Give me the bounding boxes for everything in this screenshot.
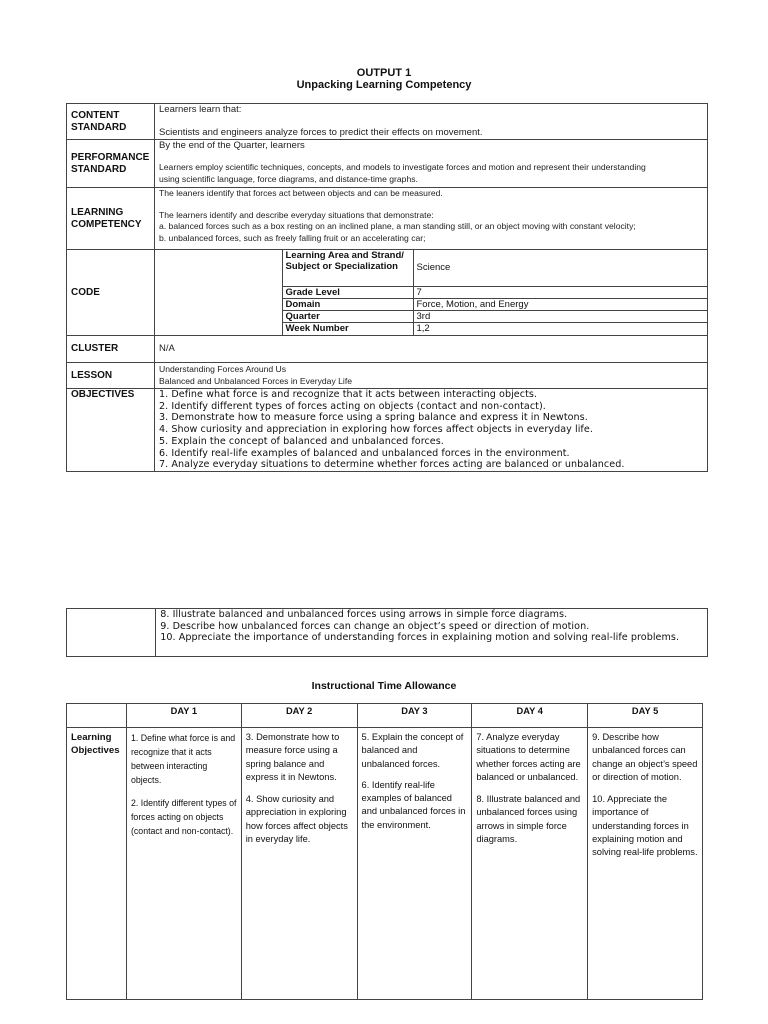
objective-item: 10. Appreciate the importance of understanding forces in explaining motion and solving real-life problems. bbox=[160, 632, 680, 644]
performance-standard-label bbox=[67, 140, 155, 188]
label-line: STANDARD bbox=[71, 121, 127, 133]
day-header-row bbox=[67, 704, 703, 728]
cluster-value: N/A bbox=[155, 336, 708, 363]
day-objective: 4. Show curiosity and appreciation in exploring how forces affect objects in everyday life. bbox=[245, 794, 348, 845]
objective-item: 3. Demonstrate how to measure force using a spring balance and express it in Newtons. bbox=[159, 412, 588, 424]
code-key: Quarter bbox=[282, 310, 413, 322]
day-objective: 10. Appreciate the importance of understanding forces in explaining motion and solving real-life problems. bbox=[592, 794, 698, 858]
objective-item: 2. Identify different types of forces acting on objects (contact and non-contact). bbox=[159, 400, 546, 412]
learning-competency-row bbox=[67, 188, 708, 250]
lesson-subtitle: Balanced and Unbalanced Forces in Everyday Life bbox=[159, 375, 352, 386]
objective-item: 6. Identify real-life examples of balanced and unbalanced forces in the environment. bbox=[159, 447, 570, 459]
day-objective: 3. Demonstrate how to measure force using a spring balance and express it in Newtons. bbox=[245, 732, 340, 782]
content-standard-line: Scientists and engineers analyze forces to predict their effects on movement. bbox=[159, 127, 483, 138]
time-allowance-title: Instructional Time Allowance bbox=[311, 680, 457, 692]
objectives-row bbox=[67, 389, 708, 472]
competency-line: b. unbalanced forces, such as freely falling fruit or an accelerating car; bbox=[159, 232, 426, 243]
day-objective: 5. Explain the concept of balanced and unbalanced forces. bbox=[361, 732, 464, 769]
objective-item: 8. Illustrate balanced and unbalanced forces using arrows in simple force diagrams. bbox=[160, 609, 568, 620]
day-2-cell bbox=[241, 728, 357, 1000]
day-1-cell bbox=[126, 728, 241, 1000]
code-label: CODE bbox=[67, 250, 155, 336]
competency-line: The learners identify and describe everyday situations that demonstrate: bbox=[159, 209, 434, 220]
day-objective: 9. Describe how unbalanced forces can change an object’s speed or direction of motion. bbox=[592, 732, 698, 782]
lesson-row bbox=[67, 363, 708, 389]
code-row bbox=[67, 250, 708, 336]
code-table-row bbox=[155, 250, 707, 286]
code-value: Science bbox=[413, 250, 707, 286]
label-line: CONTENT bbox=[71, 109, 120, 121]
performance-standard-row bbox=[67, 140, 708, 188]
cluster-label: CLUSTER bbox=[67, 336, 155, 363]
label-line: LEARNING bbox=[71, 206, 124, 218]
day-objective: 8. Illustrate balanced and unbalanced forces using arrows in simple force diagrams. bbox=[476, 794, 581, 845]
competency-line: a. balanced forces such as a box resting on an inclined plane, a man standing still, or an object moving with constant velocity; bbox=[159, 221, 636, 231]
objective-item: 7. Analyze everyday situations to determine whether forces acting are balanced or unbalanced. bbox=[159, 459, 625, 471]
day-objective: 6. Identify real-life examples of balanced and unbalanced forces in the environment. bbox=[361, 779, 466, 830]
objective-item: 1. Define what force is and recognize that it acts between interacting objects. bbox=[159, 389, 538, 400]
cluster-row bbox=[67, 336, 708, 363]
objectives-continued-row bbox=[67, 609, 708, 657]
day-header: DAY 2 bbox=[241, 704, 357, 728]
code-value: Force, Motion, and Energy bbox=[413, 298, 707, 310]
learning-objectives-label bbox=[67, 728, 127, 1000]
objective-item: 9. Describe how unbalanced forces can change an object’s speed or direction of motion. bbox=[160, 620, 590, 632]
time-allowance-table bbox=[66, 703, 703, 1000]
learning-objectives-row bbox=[67, 728, 703, 1000]
day-header: DAY 5 bbox=[588, 704, 703, 728]
performance-standard-line: Learners employ scientific techniques, concepts, and models to investigate forces and motion and represent their understanding bbox=[159, 162, 646, 172]
learning-competency-label bbox=[67, 188, 155, 250]
day-header: DAY 4 bbox=[472, 704, 588, 728]
performance-standard-line: By the end of the Quarter, learners bbox=[159, 140, 305, 151]
day-3-cell bbox=[357, 728, 472, 1000]
day-objective: 1. Define what force is and recognize that it acts between interacting objects. bbox=[130, 733, 236, 785]
content-standard-line: Learners learn that: bbox=[159, 104, 242, 115]
code-value: 7 bbox=[413, 286, 707, 298]
day-objective: 7. Analyze everyday situations to determine whether forces acting are balanced or unbalanced. bbox=[476, 732, 581, 782]
label-line: PERFORMANCE bbox=[71, 151, 150, 163]
objective-item: 5. Explain the concept of balanced and unbalanced forces. bbox=[159, 435, 444, 447]
document-title: OUTPUT 1 bbox=[356, 67, 412, 79]
day-5-cell bbox=[588, 728, 703, 1000]
content-standard-label bbox=[67, 104, 155, 140]
competency-line: The leaners identify that forces act between objects and can be measured. bbox=[159, 188, 443, 198]
code-key: Week Number bbox=[282, 322, 413, 335]
label-line: STANDARD bbox=[71, 163, 127, 175]
document-subtitle: Unpacking Learning Competency bbox=[296, 79, 472, 91]
competency-table bbox=[66, 103, 708, 472]
code-key: Grade Level bbox=[282, 286, 413, 298]
label-line: Learning bbox=[71, 732, 112, 743]
objectives-continued-table bbox=[66, 608, 708, 657]
code-value: 3rd bbox=[413, 310, 707, 322]
objective-item: 4. Show curiosity and appreciation in exploring how forces affect objects in everyday life. bbox=[159, 424, 593, 436]
content-standard-row bbox=[67, 104, 708, 140]
day-objective: 2. Identify different types of forces acting on objects (contact and non-contact). bbox=[130, 798, 237, 836]
code-key: Domain bbox=[282, 298, 413, 310]
lesson-label: LESSON bbox=[67, 363, 155, 389]
label-line: COMPETENCY bbox=[71, 218, 142, 230]
code-key: Learning Area and Strand/ Subject or Specialization bbox=[282, 250, 413, 286]
day-header: DAY 3 bbox=[357, 704, 472, 728]
objectives-label: OBJECTIVES bbox=[67, 389, 155, 472]
label-line: Objectives bbox=[71, 745, 120, 757]
lesson-title: Understanding Forces Around Us bbox=[159, 364, 287, 374]
code-table bbox=[155, 250, 707, 335]
day-4-cell bbox=[472, 728, 588, 1000]
code-value: 1,2 bbox=[413, 322, 707, 335]
day-header: DAY 1 bbox=[126, 704, 241, 728]
performance-standard-line: using scientific language, force diagrams, and distance-time graphs. bbox=[159, 173, 418, 184]
